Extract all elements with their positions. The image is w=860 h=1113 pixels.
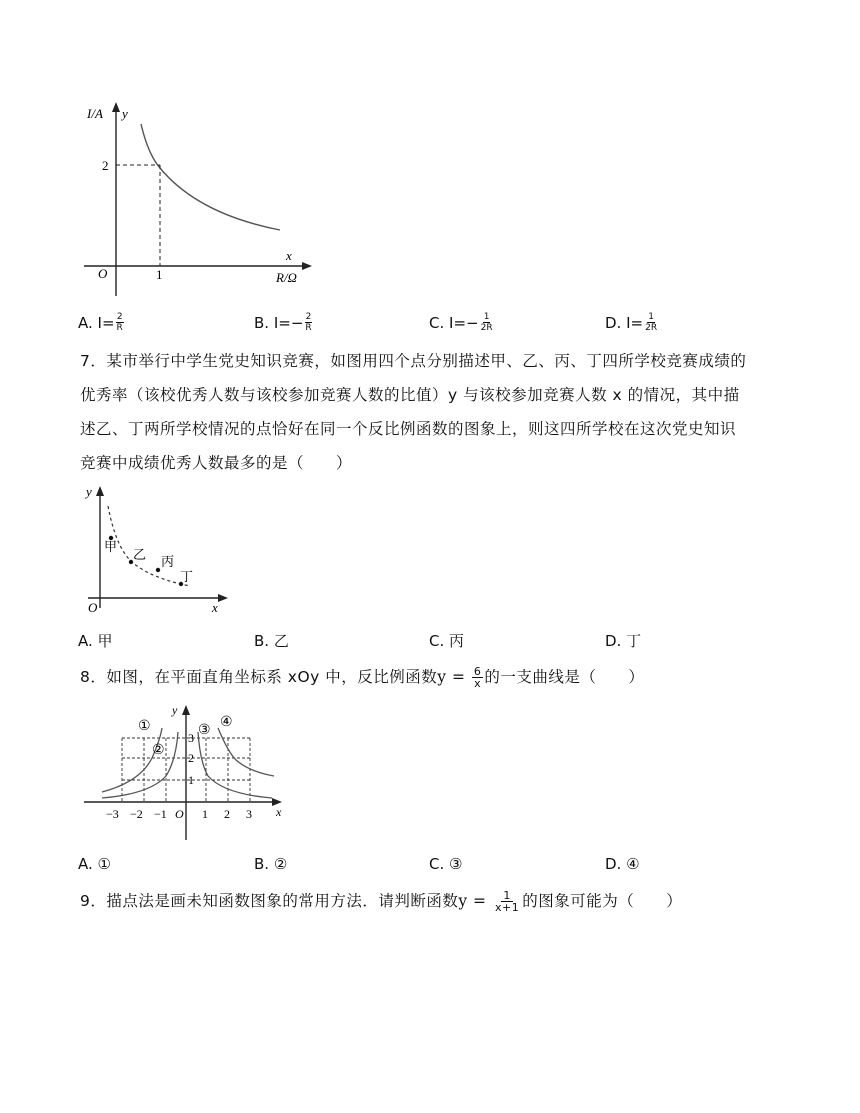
q8-fraction: $\frac{6}{x}$: [473, 665, 482, 690]
x-tick-neg3: −3: [106, 807, 119, 821]
option-text: 丁: [626, 632, 642, 650]
curve-label-2: ②: [152, 743, 165, 758]
label-jia: 甲: [104, 539, 118, 554]
option-text: 乙: [273, 632, 289, 650]
q6-options: [78, 312, 798, 342]
y-var-label: y: [122, 106, 128, 121]
point-bing: [156, 568, 160, 572]
x-tick-2: 2: [224, 807, 230, 821]
curve-label-3: ③: [198, 723, 211, 738]
origin-label: O: [88, 600, 98, 615]
option-text: 甲: [97, 632, 113, 650]
label-yi: 乙: [133, 547, 147, 562]
q8-stem: [80, 660, 780, 694]
x-tick-1: 1: [156, 267, 163, 282]
x-var-label: x: [212, 600, 218, 615]
q9-func-prefix: y =: [458, 892, 492, 910]
school-scatter-graph: [80, 480, 240, 620]
q7-stem: [80, 344, 780, 480]
q8-after: 的一支曲线是（ ）: [484, 668, 645, 686]
q7-line-3: 述乙、丁两所学校情况的点恰好在同一个反比例函数的图象上，则这四所学校在这次党史知识: [80, 420, 737, 438]
option-letter: D.: [605, 313, 622, 332]
y-var-label: y: [86, 484, 92, 499]
q8-option-d[interactable]: [605, 855, 640, 873]
q9-before: 9．描点法是画未知函数图象的常用方法．请判断函数: [80, 892, 459, 910]
x-tick-neg2: −2: [130, 807, 143, 821]
q8-option-c[interactable]: [429, 855, 462, 873]
y-axis-unit-label: I/A: [87, 106, 103, 121]
q7-option-d[interactable]: [605, 630, 641, 651]
y-tick-2: 2: [188, 751, 194, 765]
y-tick-3: 3: [188, 731, 194, 745]
option-letter: C.: [429, 631, 445, 650]
current-resistance-graph: [78, 96, 318, 306]
option-letter: B.: [254, 631, 270, 650]
dashed-inverse-curve: [108, 506, 190, 586]
x-var-label: x: [286, 248, 292, 263]
option-prefix: I=−: [273, 313, 304, 332]
y-tick-2: 2: [102, 158, 109, 173]
option-fraction: $\frac{1}{2R}$: [645, 312, 658, 333]
curve-3: [198, 732, 272, 798]
q6-option-a[interactable]: [78, 312, 124, 333]
q8-options: [78, 855, 798, 885]
option-text: 丙: [449, 632, 465, 650]
y-var-label: y: [172, 703, 178, 717]
q9-stem: [80, 884, 780, 918]
option-letter: B.: [254, 855, 270, 873]
x-axis-unit-label: R/Ω: [276, 270, 297, 285]
option-text: ②: [273, 855, 288, 873]
option-prefix: I=: [97, 313, 115, 332]
q6-option-d[interactable]: [605, 312, 658, 333]
x-tick-1: 1: [202, 807, 208, 821]
q8-option-b[interactable]: [254, 855, 287, 873]
option-prefix: I=: [626, 313, 644, 332]
x-tick-3: 3: [246, 807, 252, 821]
origin-label: O: [98, 266, 108, 281]
q6-option-b[interactable]: [254, 312, 313, 333]
q7-line-1: 7．某市举行中学生党史知识竞赛，如图用四个点分别描述甲、乙、丙、丁四所学校竞赛成绩的: [80, 352, 747, 370]
q9-fraction: $\frac{1}{x+1}$: [494, 889, 520, 914]
option-fraction: $\frac{1}{2R}$: [480, 312, 493, 333]
inverse-curve: [141, 124, 280, 230]
q7-option-b[interactable]: [254, 630, 289, 651]
q9-after: 的图象可能为（ ）: [522, 892, 683, 910]
x-tick-neg1: −1: [154, 807, 167, 821]
option-letter: C.: [429, 855, 445, 873]
q7-line-2: 优秀率（该校优秀人数与该校参加竞赛人数的比值）y 与该校参加竞赛人数 x 的情况，其中描: [80, 386, 740, 404]
q7-options: [78, 630, 798, 660]
q7-option-a[interactable]: [78, 630, 113, 651]
q8-option-a[interactable]: [78, 855, 111, 873]
q7-line-4: 竞赛中成绩优秀人数最多的是（ ）: [80, 454, 353, 472]
y-axis-arrow: [112, 102, 120, 112]
option-text: ①: [97, 855, 111, 873]
x-axis-arrow: [218, 594, 228, 602]
label-bing: 丙: [161, 554, 175, 569]
option-letter: B.: [254, 313, 270, 332]
option-letter: D.: [605, 631, 622, 650]
option-fraction: $\frac{2}{R}$: [305, 312, 312, 333]
label-ding: 丁: [180, 569, 194, 584]
curve-4: [218, 728, 274, 776]
curve-label-1: ①: [138, 719, 151, 734]
option-text: ③: [449, 855, 463, 873]
origin-label: O: [175, 807, 184, 821]
y-axis-arrow: [182, 705, 190, 715]
four-curves-graph: [80, 700, 292, 844]
option-fraction: $\frac{2}{R}$: [116, 312, 123, 333]
option-prefix: I=−: [449, 313, 479, 332]
option-letter: A.: [78, 313, 93, 332]
curve-label-4: ④: [220, 715, 233, 730]
q7-option-c[interactable]: [429, 630, 464, 651]
q6-option-c[interactable]: [429, 312, 494, 333]
option-letter: C.: [429, 313, 445, 332]
q8-func-prefix: y =: [437, 668, 471, 686]
y-tick-1: 1: [188, 773, 194, 787]
q8-before: 8．如图，在平面直角坐标系 xOy 中，反比例函数: [80, 668, 438, 686]
option-letter: A.: [78, 631, 93, 650]
x-axis-arrow: [302, 262, 312, 270]
option-letter: A.: [78, 855, 93, 873]
y-axis-arrow: [96, 486, 104, 496]
option-text: ④: [626, 855, 640, 873]
option-letter: D.: [605, 855, 622, 873]
x-var-label: x: [276, 805, 282, 819]
